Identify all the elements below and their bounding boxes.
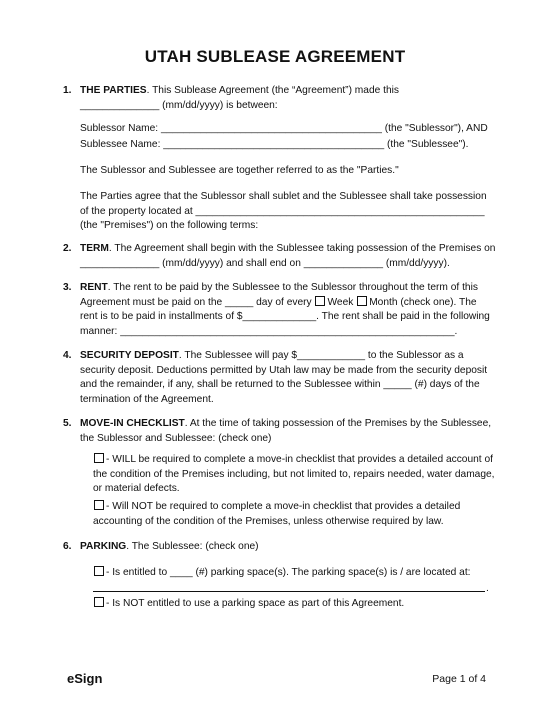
text: . At the time of taking possession of the Premises by the Sublessee,: [184, 418, 492, 429]
date-line[interactable]: ______________ (mm/dd/yyyy) is between:: [80, 99, 278, 111]
text: The Parties agree that the Sublessor shall sublet and the Sublessee shall take possession: [80, 191, 487, 202]
text: . The rent to be paid by the Sublessee to the Sublessor throughout the term of this: [107, 282, 478, 293]
section-heading: PARKING: [80, 541, 127, 552]
section-heading: SECURITY DEPOSIT: [80, 350, 179, 361]
sublessor-name-line[interactable]: Sublessor Name: _______________________________________ (the "Sublessor"), AND: [80, 123, 488, 134]
rent-manner-line[interactable]: manner: ___________________________________________________________.: [80, 325, 458, 337]
option-text: accounting of the condition of the Premises, unless otherwise required by law.: [93, 515, 444, 527]
section-parties: [80, 84, 500, 113]
option-text: the condition of the Premises including, but not limited to, repairs needed, water damage,: [93, 468, 495, 480]
checkbox-label: Week: [327, 296, 354, 308]
parking-option-entitled: [93, 566, 470, 581]
text: security deposit. Deductions permitted by Utah law may be made from the security deposit: [80, 364, 488, 376]
premises-paragraph: [80, 190, 500, 234]
will-not-checkbox[interactable]: [94, 500, 104, 510]
option-text: - Is entitled to ____ (#) parking space(s). The parking space(s) is / are located at:: [106, 567, 471, 578]
section-number: 5.: [63, 418, 72, 429]
text: the Sublessor and Sublessee: (check one): [80, 432, 272, 444]
page-number: Page 1 of 4: [432, 673, 486, 685]
week-checkbox[interactable]: [315, 296, 325, 306]
esign-logo: eSign: [67, 671, 103, 686]
section-term: [80, 242, 500, 271]
checkbox-label: Month (check one). The: [369, 296, 477, 308]
text: . This Sublease Agreement (the “Agreement”) made this: [146, 85, 399, 96]
parking-option-not-entitled: [93, 597, 404, 612]
text: Agreement must be paid on the _____ day of every: [80, 296, 312, 308]
option-text: - Is NOT entitled to use a parking space as part of this Agreement.: [106, 598, 405, 609]
text: . The Agreement shall begin with the Sublessee taking possession of the Premises on: [108, 243, 496, 254]
parties-note: The Sublessor and Sublessee are together referred to as the "Parties.": [80, 165, 399, 176]
line-end-period: .: [486, 583, 489, 594]
section-number: 4.: [63, 350, 72, 361]
month-checkbox[interactable]: [357, 296, 367, 306]
return-days-line[interactable]: and the remainder, if any, shall be returned to the Sublessee within _____ (#) days of the: [80, 379, 480, 391]
option-text: - WILL be required to complete a move-in checklist that provides a detailed account of: [106, 454, 493, 465]
rent-amount-line[interactable]: rent is to be paid in installments of $_____________. The rent shall be paid in the following: [80, 311, 490, 323]
not-entitled-checkbox[interactable]: [94, 597, 104, 607]
section-security-deposit: [80, 349, 500, 407]
section-heading: THE PARTIES: [80, 85, 147, 96]
entitled-checkbox[interactable]: [94, 566, 104, 576]
text: (the "Premises") on the following terms:: [80, 220, 259, 232]
parking-location-line[interactable]: [93, 591, 485, 592]
deposit-amount-line[interactable]: . The Sublessee will pay $____________ to the Sublessor as a: [178, 350, 464, 361]
sublessee-name-line[interactable]: Sublessee Name: _______________________________________ (the "Sublessee").: [80, 139, 469, 150]
section-number: 3.: [63, 282, 72, 293]
will-checkbox[interactable]: [94, 453, 104, 463]
option-text: - Will NOT be required to complete a move-in checklist that provides a detailed: [106, 501, 461, 512]
section-number: 2.: [63, 243, 72, 254]
section-heading: MOVE-IN CHECKLIST: [80, 418, 185, 429]
section-heading: TERM: [80, 243, 109, 254]
text: termination of the Agreement.: [80, 393, 214, 405]
section-heading: RENT: [80, 282, 108, 293]
section-number: 1.: [63, 85, 72, 96]
checklist-option-will: [93, 453, 495, 497]
section-number: 6.: [63, 541, 72, 552]
option-text: or material defects.: [93, 483, 180, 495]
document-title: UTAH SUBLEASE AGREEMENT: [144, 47, 406, 66]
term-dates-line[interactable]: ______________ (mm/dd/yyyy) and shall end on ______________ (mm/dd/yyyy).: [80, 257, 450, 269]
section-parking: [80, 540, 500, 555]
checklist-option-will-not: [93, 500, 460, 529]
premises-address-line[interactable]: of the property located at ___________________________________________________: [80, 205, 485, 217]
section-rent: [80, 281, 500, 339]
section-move-in-checklist: [80, 417, 500, 446]
text: . The Sublessee: (check one): [126, 541, 259, 552]
